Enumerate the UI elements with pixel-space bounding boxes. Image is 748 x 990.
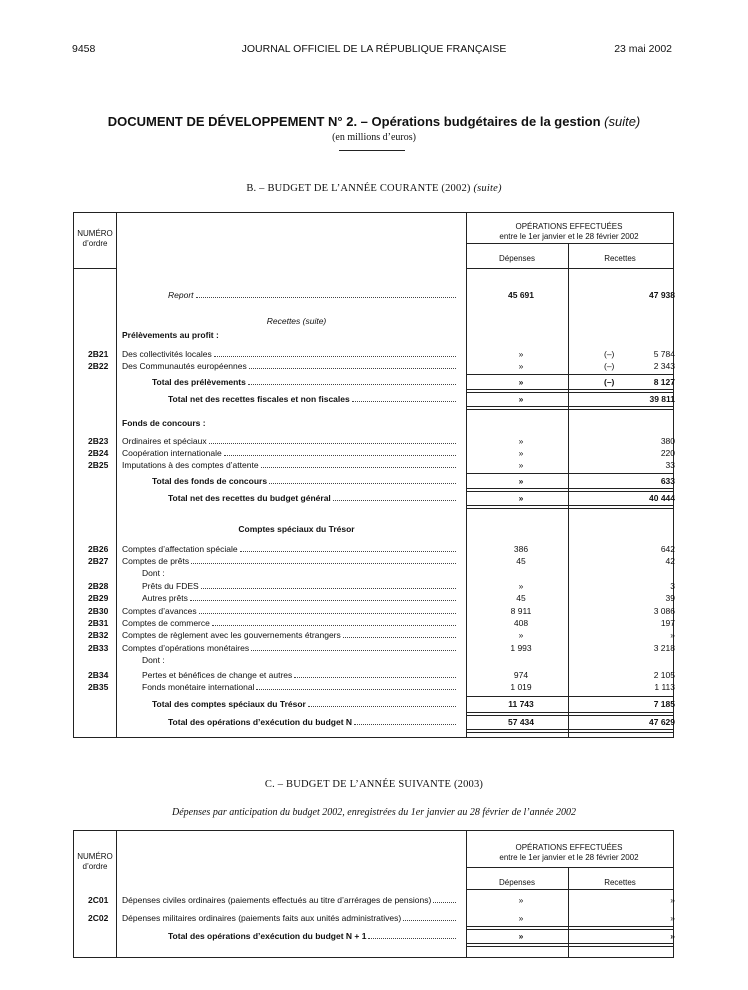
row-label <box>152 698 458 710</box>
row-label <box>152 376 458 388</box>
section-b-title-main: B. – BUDGET DE L’ANNÉE COURANTE (2002) <box>246 183 471 194</box>
depenses-value: 1 019 <box>510 682 532 692</box>
depenses-value: » <box>518 931 524 941</box>
document-title-suffix: (suite) <box>604 114 641 129</box>
row-code: 2B21 <box>88 349 109 359</box>
total-rule <box>466 473 673 474</box>
table-row <box>74 716 673 728</box>
table-row <box>74 669 673 681</box>
section-c-note: Dépenses par anticipation du budget 2002, enregistrées du 1er janvier au 28 février de l’année 2002 <box>172 807 576 818</box>
depenses-value: » <box>518 448 524 458</box>
table-row <box>74 912 673 924</box>
table-row <box>74 894 673 906</box>
row-label-text: Total des comptes spéciaux du Trésor <box>152 699 306 709</box>
recettes-value: 40 444 <box>649 493 675 503</box>
row-label <box>168 930 458 942</box>
row-label-text: Des collectivités locales <box>122 349 212 359</box>
row-label-text: Coopération internationale <box>122 448 222 458</box>
row-label <box>168 289 458 301</box>
dot-leader <box>249 360 456 369</box>
dot-leader <box>212 617 456 626</box>
group-heading: Prélèvements au profit : <box>122 330 219 340</box>
row-label-text: Total des opérations d’exécution du budget N <box>168 717 353 727</box>
col-header-numero-c-line1: NUMÉRO <box>77 852 113 861</box>
table-row <box>74 360 673 372</box>
recettes-value: 8 127 <box>653 377 675 387</box>
row-label-text: Dépenses militaires ordinaires (paiements faits aux unités administratives) <box>122 913 402 923</box>
col-header-numero <box>74 229 116 249</box>
group-heading: Fonds de concours : <box>122 418 206 428</box>
total-double-rule <box>466 729 673 733</box>
recettes-value: 47 938 <box>649 290 675 300</box>
dot-leader <box>248 376 456 385</box>
row-label <box>122 348 458 360</box>
table-row <box>74 376 673 388</box>
depenses-value: » <box>518 581 524 591</box>
dot-leader <box>190 592 456 601</box>
dot-leader <box>433 894 456 903</box>
table-row <box>74 492 673 504</box>
negative-sign: (–) <box>604 377 615 387</box>
table-row <box>74 543 673 555</box>
row-label-text: Imputations à des comptes d’attente <box>122 460 259 470</box>
table-row <box>74 329 673 341</box>
row-label <box>122 629 458 641</box>
depenses-value: » <box>518 895 524 905</box>
table-row <box>74 315 673 327</box>
row-label-text: Comptes d’opérations monétaires <box>122 643 250 653</box>
section-b-title-suffix: (suite) <box>473 183 502 194</box>
depenses-value: 45 <box>516 593 526 603</box>
dot-leader <box>294 669 456 678</box>
row-label-text: Autres prêts <box>142 593 188 603</box>
total-double-rule <box>466 389 673 393</box>
row-label <box>168 716 458 728</box>
negative-sign: (–) <box>604 361 615 371</box>
dot-leader <box>308 698 456 707</box>
issue-date: 23 mai 2002 <box>614 43 672 55</box>
row-code: 2B27 <box>88 556 109 566</box>
depenses-value: 11 743 <box>508 699 534 709</box>
col-header-depenses-c: Dépenses <box>498 878 536 887</box>
section-b-title <box>0 183 748 194</box>
dot-leader <box>251 642 456 651</box>
row-label <box>142 580 458 592</box>
total-double-rule <box>466 505 673 509</box>
row-label <box>122 543 458 555</box>
table-row <box>74 629 673 641</box>
recettes-value: » <box>670 931 675 941</box>
recettes-value: 3 218 <box>653 643 675 653</box>
row-label <box>122 605 458 617</box>
row-label-text: Ordinaires et spéciaux <box>122 436 207 446</box>
total-rule <box>466 374 673 375</box>
depenses-value: 45 691 <box>508 290 534 300</box>
recettes-value: 380 <box>660 436 675 446</box>
col-header-operations-line2: entre le 1er janvier et le 28 février 2002 <box>499 232 639 241</box>
depenses-value: » <box>518 630 524 640</box>
recettes-value: 39 <box>665 593 675 603</box>
row-label <box>122 894 458 906</box>
table-row <box>74 642 673 654</box>
depenses-value: 45 <box>516 556 526 566</box>
dot-leader <box>343 629 456 638</box>
row-code: 2B25 <box>88 460 109 470</box>
recettes-value: 642 <box>660 544 675 554</box>
table-row <box>74 930 673 942</box>
recettes-value: » <box>670 913 675 923</box>
row-code: 2B22 <box>88 361 109 371</box>
row-label: Dont : <box>142 568 165 578</box>
negative-sign: (–) <box>604 349 615 359</box>
table-row <box>74 447 673 459</box>
dot-leader <box>240 543 456 552</box>
row-code: 2B29 <box>88 593 109 603</box>
depenses-value: » <box>518 913 524 923</box>
col-header-numero-line1: NUMÉRO <box>77 229 113 238</box>
table-row <box>74 348 673 360</box>
col-header-operations-c-line1: OPÉRATIONS EFFECTUÉES <box>515 843 623 852</box>
recettes-value: 2 105 <box>653 670 675 680</box>
depenses-value: » <box>518 361 524 371</box>
col-header-depenses: Dépenses <box>498 254 536 263</box>
table-budget-courant <box>73 212 674 738</box>
recettes-value: » <box>670 630 675 640</box>
row-code: 2B26 <box>88 544 109 554</box>
total-double-rule <box>466 712 673 716</box>
recettes-value: 1 113 <box>654 682 675 692</box>
row-label <box>122 912 458 924</box>
row-label: Dont : <box>142 655 165 665</box>
row-label-text: Report <box>168 290 194 300</box>
dot-leader <box>256 681 456 690</box>
depenses-value: » <box>518 436 524 446</box>
row-code: 2B28 <box>88 581 109 591</box>
col-header-operations-c <box>466 843 672 863</box>
row-label-text: Total net des recettes fiscales et non fiscales <box>168 394 350 404</box>
row-label <box>122 617 458 629</box>
row-code: 2B31 <box>88 618 109 628</box>
row-label <box>122 435 458 447</box>
table-row <box>74 605 673 617</box>
recettes-value: 5 784 <box>653 349 675 359</box>
dot-leader <box>209 435 456 444</box>
row-code: 2B34 <box>88 670 109 680</box>
recettes-value: 39 811 <box>649 394 675 404</box>
row-code: 2B32 <box>88 630 109 640</box>
table-row <box>74 617 673 629</box>
dot-leader <box>368 930 456 939</box>
row-label <box>122 555 458 567</box>
dot-leader <box>269 475 456 484</box>
recettes-value: 3 086 <box>653 606 675 616</box>
dot-leader <box>196 289 456 298</box>
dot-leader <box>354 716 456 725</box>
depenses-value: 8 911 <box>510 606 532 616</box>
table-row <box>74 393 673 405</box>
table-row <box>74 459 673 471</box>
dot-leader <box>224 447 456 456</box>
total-double-rule <box>466 926 673 930</box>
dot-leader <box>352 393 456 402</box>
dot-leader <box>333 492 456 501</box>
depenses-value: 408 <box>513 618 529 628</box>
row-code: 2C01 <box>88 895 109 905</box>
row-label <box>142 681 458 693</box>
section-c-title: C. – BUDGET DE L’ANNÉE SUIVANTE (2003) <box>264 779 484 790</box>
depenses-value: 57 434 <box>508 717 534 727</box>
units-note: (en millions d’euros) <box>332 132 416 143</box>
row-code: 2B35 <box>88 682 109 692</box>
total-double-rule <box>466 406 673 410</box>
table-row <box>74 681 673 693</box>
recettes-value: 197 <box>660 618 675 628</box>
row-label-text: Comptes de commerce <box>122 618 210 628</box>
col-header-operations-line1: OPÉRATIONS EFFECTUÉES <box>515 222 623 231</box>
row-label-text: Des Communautés européennes <box>122 361 247 371</box>
table-row <box>74 417 673 429</box>
table-row <box>74 698 673 710</box>
table-budget-suivant <box>73 830 674 958</box>
recettes-value: 42 <box>665 556 675 566</box>
col-header-recettes-c: Recettes <box>604 878 636 887</box>
row-label-text: Dépenses civiles ordinaires (paiements effectués au titre d’arrérages de pensions) <box>122 895 432 905</box>
dot-leader <box>199 605 456 614</box>
document-title-main: DOCUMENT DE DÉVELOPPEMENT N° 2. – Opérations budgétaires de la gestion <box>107 114 601 129</box>
table-row <box>74 435 673 447</box>
row-label-text: Total des prélèvements <box>152 377 246 387</box>
col-header-numero-c-line2: d’ordre <box>82 862 108 871</box>
table-row <box>74 580 673 592</box>
table-row <box>74 289 673 301</box>
table-row <box>74 654 673 666</box>
row-label-text: Comptes d’affectation spéciale <box>122 544 238 554</box>
total-double-rule <box>466 488 673 492</box>
recettes-value: 3 <box>670 581 675 591</box>
document-title <box>0 114 748 129</box>
row-label <box>142 592 458 604</box>
recettes-value: » <box>670 895 675 905</box>
depenses-value: » <box>518 377 524 387</box>
table-row <box>74 523 673 535</box>
col-header-numero-c <box>74 852 116 872</box>
total-double-rule <box>466 943 673 947</box>
row-code: 2B30 <box>88 606 109 616</box>
row-label <box>168 492 458 504</box>
row-label-text: Comptes de règlement avec les gouvernements étrangers <box>122 630 341 640</box>
recettes-value: 33 <box>665 460 675 470</box>
depenses-value: » <box>518 460 524 470</box>
row-label-text: Total des fonds de concours <box>152 476 268 486</box>
recettes-value: 220 <box>660 448 675 458</box>
row-label-text: Total net des recettes du budget général <box>168 493 331 503</box>
row-label <box>122 360 458 372</box>
section-heading: Comptes spéciaux du Trésor <box>238 524 355 534</box>
row-code: 2B23 <box>88 436 109 446</box>
title-rule <box>339 150 405 151</box>
table-row <box>74 555 673 567</box>
row-label-text: Comptes de prêts <box>122 556 190 566</box>
dot-leader <box>214 348 456 357</box>
section-heading: Recettes (suite) <box>266 316 327 326</box>
row-code: 2B33 <box>88 643 109 653</box>
depenses-value: » <box>518 493 524 503</box>
row-code: 2C02 <box>88 913 109 923</box>
row-label-text: Prêts du FDES <box>142 581 199 591</box>
recettes-value: 2 343 <box>653 361 675 371</box>
table-row <box>74 592 673 604</box>
page-number: 9458 <box>72 43 96 55</box>
depenses-value: 1 993 <box>510 643 532 653</box>
row-label <box>122 447 458 459</box>
depenses-value: 974 <box>513 670 529 680</box>
col-header-recettes: Recettes <box>604 254 636 263</box>
row-label-text: Fonds monétaire international <box>142 682 255 692</box>
col-header-numero-line2: d’ordre <box>82 239 108 248</box>
col-header-operations <box>466 222 672 242</box>
recettes-value: 633 <box>660 476 675 486</box>
table-row <box>74 475 673 487</box>
depenses-value: » <box>518 476 524 486</box>
row-label <box>142 669 458 681</box>
dot-leader <box>191 555 456 564</box>
dot-leader <box>403 912 456 921</box>
depenses-value: 386 <box>513 544 529 554</box>
row-label <box>168 393 458 405</box>
recettes-value: 7 185 <box>653 699 675 709</box>
row-label <box>152 475 458 487</box>
total-rule <box>466 696 673 697</box>
dot-leader <box>201 580 456 589</box>
row-label <box>122 459 458 471</box>
col-header-operations-c-line2: entre le 1er janvier et le 28 février 2002 <box>499 853 639 862</box>
row-label-text: Pertes et bénéfices de change et autres <box>142 670 293 680</box>
table-row <box>74 567 673 579</box>
row-label-text: Total des opérations d’exécution du budget N + 1 <box>168 931 367 941</box>
dot-leader <box>261 459 456 468</box>
row-code: 2B24 <box>88 448 109 458</box>
depenses-value: » <box>518 394 524 404</box>
row-label-text: Comptes d’avances <box>122 606 197 616</box>
row-label <box>122 642 458 654</box>
depenses-value: » <box>518 349 524 359</box>
journal-title: JOURNAL OFFICIEL DE LA RÉPUBLIQUE FRANÇAISE <box>241 43 507 55</box>
recettes-value: 47 629 <box>649 717 675 727</box>
